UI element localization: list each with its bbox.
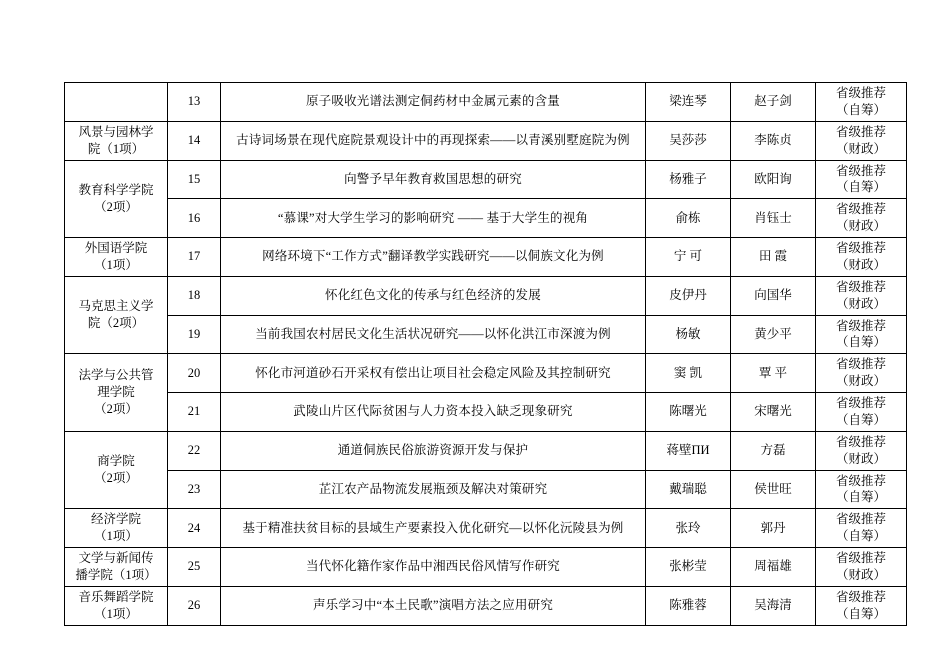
cell-leader: 陈雅蓉	[646, 586, 731, 625]
cell-unit	[65, 83, 168, 122]
cell-type	[816, 160, 907, 199]
cell-member: 郭丹	[731, 509, 816, 548]
cell-no: 14	[168, 121, 221, 160]
type-line-2: （自筹）	[835, 335, 886, 350]
grant-table	[64, 82, 907, 626]
cell-leader: 宁 可	[646, 238, 731, 277]
type-line-2: （财政）	[835, 374, 886, 389]
type-line-2: （自筹）	[835, 490, 886, 505]
unit-line-1: 法学与公共管	[78, 368, 154, 383]
cell-leader: 杨敏	[646, 315, 731, 354]
cell-unit	[65, 276, 168, 354]
table-row	[65, 586, 907, 625]
cell-leader: 皮伊丹	[646, 276, 731, 315]
table-row	[65, 470, 907, 509]
table-row	[65, 160, 907, 199]
cell-type	[816, 276, 907, 315]
type-line-1: 省级推荐	[835, 551, 886, 565]
unit-line-1: 教育科学学院	[78, 182, 154, 197]
cell-no: 16	[168, 199, 221, 238]
cell-no: 22	[168, 431, 221, 470]
type-line-2: （财政）	[835, 296, 886, 311]
unit-line-1: 马克思主义学	[78, 299, 154, 314]
cell-member: 田 霞	[731, 238, 816, 277]
table-row	[65, 83, 907, 122]
type-line-2: （自筹）	[835, 180, 886, 195]
type-line-2: （财政）	[835, 451, 886, 466]
cell-title: 武陵山片区代际贫困与人力资本投入缺乏现象研究	[221, 393, 646, 432]
cell-title: 怀化红色文化的传承与红色经济的发展	[221, 276, 646, 315]
unit-line-2: 院（1项）	[87, 141, 145, 156]
unit-line-1: 风景与园林学	[78, 124, 154, 139]
cell-unit	[65, 238, 168, 277]
type-line-1: 省级推荐	[835, 124, 886, 139]
table-row	[65, 276, 907, 315]
cell-type	[816, 431, 907, 470]
cell-leader: 戴瑞聪	[646, 470, 731, 509]
cell-type	[816, 83, 907, 122]
cell-leader: 窦 凯	[646, 354, 731, 393]
cell-type	[816, 354, 907, 393]
type-line-1: 省级推荐	[835, 163, 886, 178]
cell-member: 肖钰士	[731, 199, 816, 238]
cell-type	[816, 393, 907, 432]
table-row	[65, 354, 907, 393]
unit-line-2: （1项）	[94, 257, 138, 272]
cell-title: “慕课”对大学生学习的影响研究 —— 基于大学生的视角	[221, 199, 646, 238]
unit-line-1: 经济学院	[90, 512, 141, 527]
cell-member: 李陈贞	[731, 121, 816, 160]
cell-unit	[65, 548, 168, 587]
type-line-1: 省级推荐	[835, 279, 886, 294]
unit-line-3: （2项）	[94, 401, 138, 416]
cell-leader: 张彬莹	[646, 548, 731, 587]
cell-title: 网络环境下“工作方式”翻译教学实践研究——以侗族文化为例	[221, 238, 646, 277]
cell-type	[816, 315, 907, 354]
cell-no: 23	[168, 470, 221, 509]
cell-unit	[65, 160, 168, 238]
cell-member: 方磊	[731, 431, 816, 470]
type-line-1: 省级推荐	[835, 512, 886, 527]
cell-leader: 梁连琴	[646, 83, 731, 122]
cell-member: 周福雄	[731, 548, 816, 587]
type-line-1: 省级推荐	[835, 202, 886, 217]
cell-type	[816, 199, 907, 238]
type-line-1: 省级推荐	[835, 589, 886, 604]
cell-unit	[65, 509, 168, 548]
unit-line-1: 文学与新闻传	[78, 551, 154, 565]
cell-title: 芷江农产品物流发展瓶颈及解决对策研究	[221, 470, 646, 509]
cell-title: 当代怀化籍作家作品中湘西民俗风情写作研究	[221, 548, 646, 587]
cell-type	[816, 121, 907, 160]
unit-line-2: （2项）	[94, 199, 138, 214]
cell-member: 欧阳询	[731, 160, 816, 199]
cell-title: 当前我国农村居民文化生活状况研究——以怀化洪江市深渡为例	[221, 315, 646, 354]
table-row	[65, 121, 907, 160]
cell-member: 宋曙光	[731, 393, 816, 432]
type-line-1: 省级推荐	[835, 357, 886, 372]
table-body	[65, 83, 907, 626]
cell-member: 侯世旺	[731, 470, 816, 509]
unit-line-2: 院（2项）	[87, 316, 145, 330]
table-row	[65, 315, 907, 354]
table-row	[65, 548, 907, 587]
unit-line-1: 商学院	[97, 454, 135, 469]
grant-table-container	[64, 82, 886, 626]
unit-line-2: 播学院（1项）	[75, 567, 157, 582]
type-line-2: （自筹）	[835, 412, 886, 427]
cell-member: 赵子剑	[731, 83, 816, 122]
cell-no: 21	[168, 393, 221, 432]
cell-title: 向警予早年教育救国思想的研究	[221, 160, 646, 199]
unit-line-2: （1项）	[94, 606, 138, 621]
type-line-2: （自筹）	[835, 606, 886, 621]
cell-title: 基于精准扶贫目标的县域生产要素投入优化研究—以怀化沅陵县为例	[221, 509, 646, 548]
cell-no: 20	[168, 354, 221, 393]
type-line-2: （财政）	[835, 141, 886, 156]
table-row	[65, 199, 907, 238]
cell-title: 怀化市河道砂石开采权有偿出让项目社会稳定风险及其控制研究	[221, 354, 646, 393]
cell-unit	[65, 586, 168, 625]
cell-member: 覃 平	[731, 354, 816, 393]
cell-title: 古诗词场景在现代庭院景观设计中的再现探索——以青溪别墅庭院为例	[221, 121, 646, 160]
type-line-1: 省级推荐	[835, 473, 886, 488]
cell-title: 原子吸收光谱法测定侗药材中金属元素的含量	[221, 83, 646, 122]
cell-unit	[65, 431, 168, 509]
cell-type	[816, 586, 907, 625]
cell-member: 黄少平	[731, 315, 816, 354]
cell-leader: 俞栋	[646, 199, 731, 238]
cell-unit	[65, 121, 168, 160]
cell-leader: 张玲	[646, 509, 731, 548]
cell-title: 声乐学习中“本土民歌”演唱方法之应用研究	[221, 586, 646, 625]
cell-no: 18	[168, 276, 221, 315]
cell-no: 19	[168, 315, 221, 354]
unit-line-1: 外国语学院	[84, 241, 148, 255]
cell-no: 25	[168, 548, 221, 587]
unit-line-2: 理学院	[97, 385, 135, 400]
cell-leader: 蒋壁ПИ	[646, 431, 731, 470]
cell-type	[816, 470, 907, 509]
table-row	[65, 509, 907, 548]
type-line-2: （自筹）	[835, 529, 886, 544]
type-line-2: （财政）	[835, 567, 886, 582]
type-line-1: 省级推荐	[835, 396, 886, 410]
unit-line-2: （2项）	[94, 471, 138, 485]
type-line-1: 省级推荐	[835, 241, 886, 255]
table-row	[65, 238, 907, 277]
cell-leader: 杨雅子	[646, 160, 731, 199]
cell-no: 24	[168, 509, 221, 548]
cell-no: 17	[168, 238, 221, 277]
cell-leader: 陈曙光	[646, 393, 731, 432]
type-line-1: 省级推荐	[835, 434, 886, 449]
unit-line-2: （1项）	[94, 529, 138, 544]
type-line-1: 省级推荐	[835, 318, 886, 333]
cell-title: 通道侗族民俗旅游资源开发与保护	[221, 431, 646, 470]
cell-type	[816, 238, 907, 277]
cell-no: 15	[168, 160, 221, 199]
table-row	[65, 431, 907, 470]
cell-unit	[65, 354, 168, 432]
type-line-2: （财政）	[835, 219, 886, 234]
cell-no: 13	[168, 83, 221, 122]
cell-type	[816, 509, 907, 548]
type-line-2: （自筹）	[835, 102, 886, 117]
type-line-2: （财政）	[835, 257, 886, 272]
type-line-1: 省级推荐	[835, 86, 886, 100]
cell-member: 向国华	[731, 276, 816, 315]
cell-type	[816, 548, 907, 587]
unit-line-1: 音乐舞蹈学院	[78, 589, 154, 604]
cell-leader: 吴莎莎	[646, 121, 731, 160]
cell-no: 26	[168, 586, 221, 625]
table-row	[65, 393, 907, 432]
cell-member: 吴海清	[731, 586, 816, 625]
